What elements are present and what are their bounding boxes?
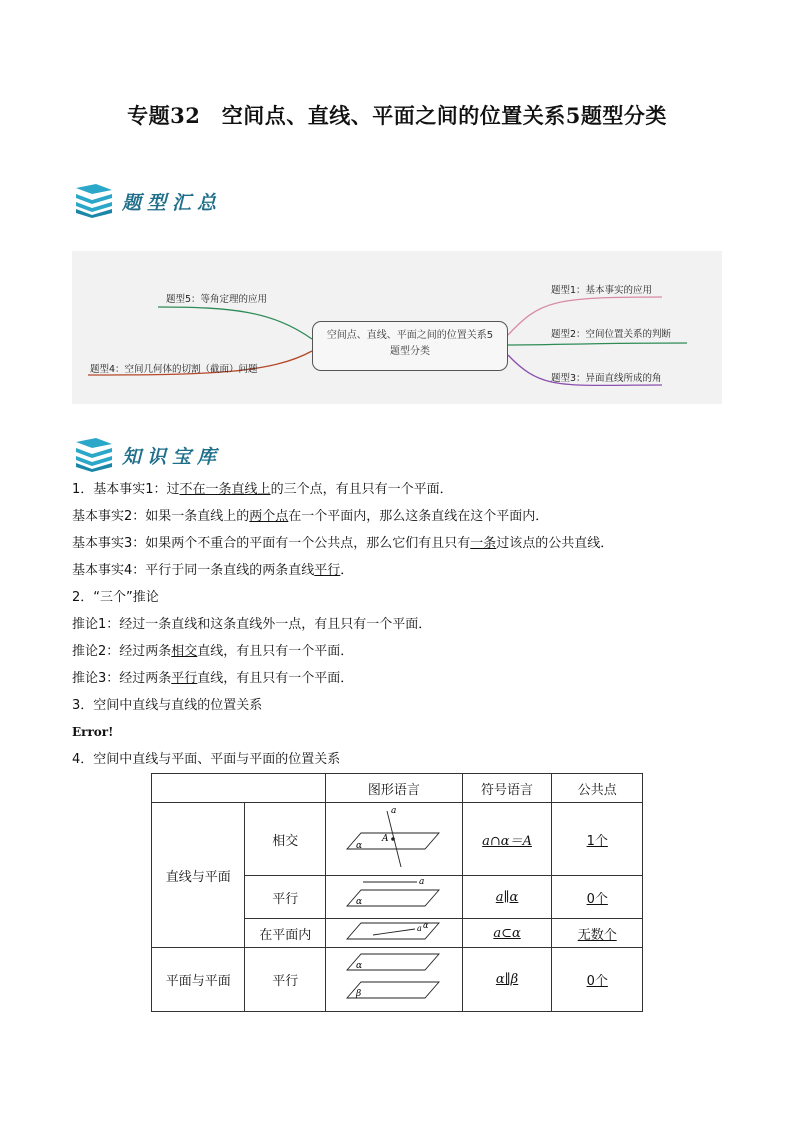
symbol-cell: a∥α (462, 876, 552, 919)
fig-label-beta: β (355, 988, 362, 999)
text-line: 2．“三个”推论 (72, 590, 159, 605)
fig-label-A: A (381, 834, 389, 844)
table-row (152, 948, 643, 1012)
table-header-symbol: 符号语言 (462, 774, 552, 803)
text-line: 推论2：经过两条相交直线，有且只有一个平面． (72, 644, 354, 659)
mind-map-node-3: 题型3：异面直线所成的角 (551, 373, 662, 384)
symbol-cell: a⊂α (462, 919, 552, 948)
table-row (152, 803, 643, 876)
section-head-knowledge (74, 436, 374, 472)
group-plane-plane: 平面与平面 (152, 948, 245, 1012)
count-cell: 0个 (552, 876, 643, 919)
mind-map-node-2: 题型2：空间位置关系的判断 (551, 329, 672, 340)
books-icon (74, 436, 114, 472)
symbol-cell: a∩α＝A (462, 803, 552, 876)
relations-table (151, 773, 643, 1012)
mind-map-node-4: 题型4：空间几何体的切割（截面）问题 (90, 364, 258, 375)
table-header-figure: 图形语言 (326, 774, 463, 803)
page-title: 专题32 空间点、直线、平面之间的位置关系5题型分类 (127, 103, 667, 128)
relation-cell: 平行 (245, 948, 326, 1012)
figure-cell (326, 919, 463, 948)
error-text: Error! (72, 725, 114, 739)
fig-label-a: a (416, 924, 422, 933)
books-icon (74, 182, 114, 218)
fig-label-alpha: α (355, 897, 362, 907)
figure-cell (326, 803, 463, 876)
relation-cell: 在平面内 (245, 919, 326, 948)
section-label-summary: 题型汇总 (122, 192, 223, 214)
figure-parallel (339, 876, 449, 914)
text-line: 3．空间中直线与直线的位置关系 (72, 698, 263, 713)
table-header-blank (152, 774, 326, 803)
fig-label-alpha: α (355, 960, 362, 971)
section-head-summary (74, 182, 374, 218)
relation-cell: 相交 (245, 803, 326, 876)
fig-label-a: a (390, 806, 397, 816)
mind-map-node-5: 题型5：等角定理的应用 (166, 294, 268, 305)
figure-parallel-planes (339, 950, 449, 1006)
mind-map (72, 251, 722, 404)
text-line: 推论1：经过一条直线和这条直线外一点，有且只有一个平面． (72, 617, 432, 632)
mind-map-center: 空间点、直线、平面之间的位置关系5题型分类 (312, 321, 508, 371)
group-line-plane: 直线与平面 (152, 803, 245, 948)
figure-in-plane (339, 919, 449, 943)
text-line: 推论3：经过两条平行直线，有且只有一个平面． (72, 671, 354, 686)
figure-cell (326, 876, 463, 919)
fig-label-a: a (418, 877, 425, 887)
section-label-knowledge: 知识宝库 (122, 446, 223, 468)
figure-intersect (339, 803, 449, 871)
mind-map-node-1: 题型1：基本事实的应用 (551, 285, 653, 296)
symbol-cell: α∥β (462, 948, 552, 1012)
count-cell: 0个 (552, 948, 643, 1012)
text-line: 4．空间中直线与平面、平面与平面的位置关系 (72, 752, 341, 767)
fig-label-alpha: α (355, 841, 362, 851)
count-cell: 1个 (552, 803, 643, 876)
table-header-row (152, 774, 643, 803)
fig-label-alpha: α (422, 921, 429, 930)
knowledge-content (72, 476, 732, 773)
text-line: 基本事实3：如果两个不重合的平面有一个公共点，那么它们有且只有一条过该点的公共直线． (72, 536, 614, 551)
text-line: 基本事实4：平行于同一条直线的两条直线平行． (72, 563, 354, 578)
table-header-common: 公共点 (552, 774, 643, 803)
count-cell: 无数个 (552, 919, 643, 948)
text-line: 1．基本事实1：过不在一条直线上的三个点，有且只有一个平面． (72, 482, 453, 497)
text-line: 基本事实2：如果一条直线上的两个点在一个平面内，那么这条直线在这个平面内． (72, 509, 549, 524)
relation-cell: 平行 (245, 876, 326, 919)
figure-cell (326, 948, 463, 1012)
